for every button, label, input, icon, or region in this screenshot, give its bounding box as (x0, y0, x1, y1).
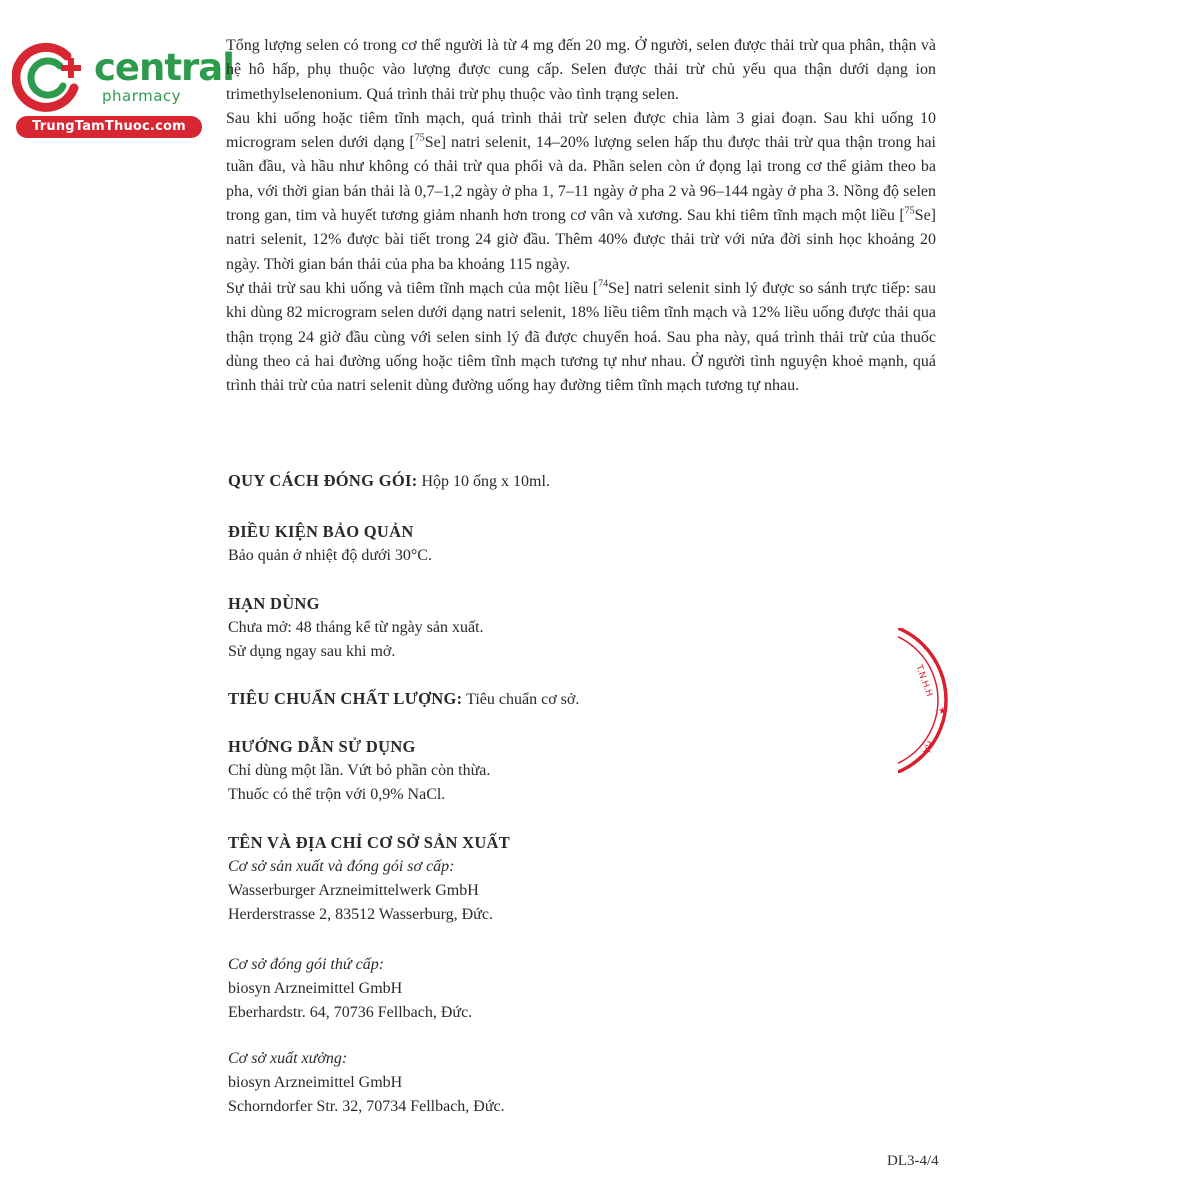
section-heading: HẠN DÙNG (228, 594, 320, 613)
svg-text:T.N.H.H: T.N.H.H (913, 663, 934, 699)
logo-subtitle: pharmacy (102, 87, 182, 105)
paragraph-text: Sự thải trừ sau khi uống và tiêm tĩnh mạch của một liều [ (226, 279, 599, 297)
paragraph-text: Sau khi uống hoặc tiêm tĩnh mạch, quá trình thải trừ selen được chia làm 3 giai đoạn. Sau khi uống 10 microgram selen dưới dạng [ (226, 109, 936, 152)
section-quality (228, 687, 928, 712)
paragraph-total-selenium: Tổng lượng selen có trong cơ thể người là từ 4 mg đến 20 mg. Ở người, selen được thải trừ qua phân, thận và hệ hô hấp, phụ thuộc vào lượng được cung cấp. Selen được thải trừ chủ yếu qua thận dưới dạng ion trimethylselenonium. Quá trình thải trừ phụ thuộc vào tình trạng selen. (226, 37, 936, 103)
svg-text:HÀ: HÀ (919, 738, 935, 755)
manufacturer-primary-label: Cơ sở sản xuất và đóng gói sơ cấp: (228, 858, 455, 875)
page-number: DL3-4/4 (887, 1153, 939, 1169)
central-pharmacy-logo-icon (12, 38, 90, 116)
manufacturer-release-label: Cơ sở xuất xưởng: (228, 1050, 348, 1067)
section-secondary-packager (228, 953, 928, 1025)
document-body (226, 34, 936, 398)
usage-line: Chỉ dùng một lần. Vứt bỏ phần còn thừa. (228, 762, 491, 779)
paragraph-text: Se] natri selenit, 14–20% lượng selen hấp thu được thải trừ qua thận trong hai tuần đầu, và hầu như không có thải trừ qua phổi và da. Phần selen còn ứ đọng lại trong cơ thể giảm theo ba pha, với thời gian bán thải là 0,7–1,2 ngày ở pha 1, 7–11 ngày ở pha 2 và 96–144 ngày ở pha 3. Nồng độ selen trong gan, tim và huyết tương giảm nhanh hơn trong cơ vân và xương. Sau khi tiêm tĩnh mạch một liều [ (226, 134, 937, 225)
logo-wordmark: central (94, 46, 234, 89)
section-storage (228, 520, 928, 568)
section-manufacturer (228, 831, 928, 927)
superscript-isotope: 75 (904, 205, 915, 217)
expiry-line: Sử dụng ngay sau khi mở. (228, 643, 396, 660)
svg-text:★: ★ (938, 706, 947, 717)
superscript-isotope: 75 (414, 132, 425, 144)
section-packaging (228, 469, 928, 494)
manufacturer-primary-address: Herderstrasse 2, 83512 Wasserburg, Đức. (228, 906, 493, 923)
superscript-isotope: 74 (598, 278, 609, 290)
quality-value: Tiêu chuẩn cơ sở. (466, 691, 580, 708)
paragraph-elimination-phases (226, 107, 936, 277)
section-heading: ĐIỀU KIỆN BẢO QUẢN (228, 522, 414, 541)
logo-website-banner: TrungTamThuoc.com (16, 116, 202, 138)
section-release-site (228, 1047, 928, 1119)
manufacturer-primary-name: Wasserburger Arzneimittelwerk GmbH (228, 882, 479, 899)
usage-line: Thuốc có thể trộn với 0,9% NaCl. (228, 786, 446, 803)
pharmacy-logo (8, 36, 234, 136)
section-heading: HƯỚNG DẪN SỬ DỤNG (228, 737, 416, 756)
paragraph-text: Se] natri selenit, 12% được bài tiết trong 24 giờ đầu. Thêm 40% được thải trừ với nửa đời sinh học khoảng 20 ngày. Thời gian bán thải của pha ba khoảng 115 ngày. (226, 207, 936, 273)
paragraph-text: Se] natri selenit sinh lý được so sánh trực tiếp: sau khi dùng 82 microgram selen dưới dạng natri selenit, 18% liều tiêm tĩnh mạch và 12% liều uống được thải qua thận trọng 24 giờ đầu cùng với selen sinh lý đã được chuyển hoá. Sau pha này, quá trình thải trừ của thuốc dùng theo cả hai đường uống hoặc tiêm tĩnh mạch tương tự như nhau. Ở người tình nguyện khoẻ mạnh, quá trình thải trừ của natri selenit dùng đường uống hay đường tiêm tĩnh mạch tương tự nhau. (226, 279, 936, 395)
storage-line: Bảo quản ở nhiệt độ dưới 30°C. (228, 547, 432, 564)
manufacturer-release-name: biosyn Arzneimittel GmbH (228, 1074, 403, 1091)
section-heading: TÊN VÀ ĐỊA CHỈ CƠ SỞ SẢN XUẤT (228, 833, 511, 852)
section-heading: TIÊU CHUẨN CHẤT LƯỢNG: (228, 689, 463, 708)
manufacturer-secondary-label: Cơ sở đóng gói thứ cấp: (228, 956, 385, 973)
red-seal-stamp (898, 628, 958, 773)
manufacturer-secondary-address: Eberhardstr. 64, 70736 Fellbach, Đức. (228, 1004, 473, 1021)
manufacturer-release-address: Schorndorfer Str. 32, 70734 Fellbach, Đức. (228, 1098, 505, 1115)
section-usage (228, 735, 928, 807)
packaging-value: Hộp 10 ống x 10ml. (421, 473, 550, 490)
section-expiry (228, 592, 928, 664)
expiry-line: Chưa mở: 48 tháng kể từ ngày sản xuất. (228, 619, 484, 636)
manufacturer-secondary-name: biosyn Arzneimittel GmbH (228, 980, 403, 997)
paragraph-route-comparison (226, 277, 936, 398)
seal-icon (898, 628, 958, 773)
section-heading: QUY CÁCH ĐÓNG GÓI: (228, 471, 418, 490)
